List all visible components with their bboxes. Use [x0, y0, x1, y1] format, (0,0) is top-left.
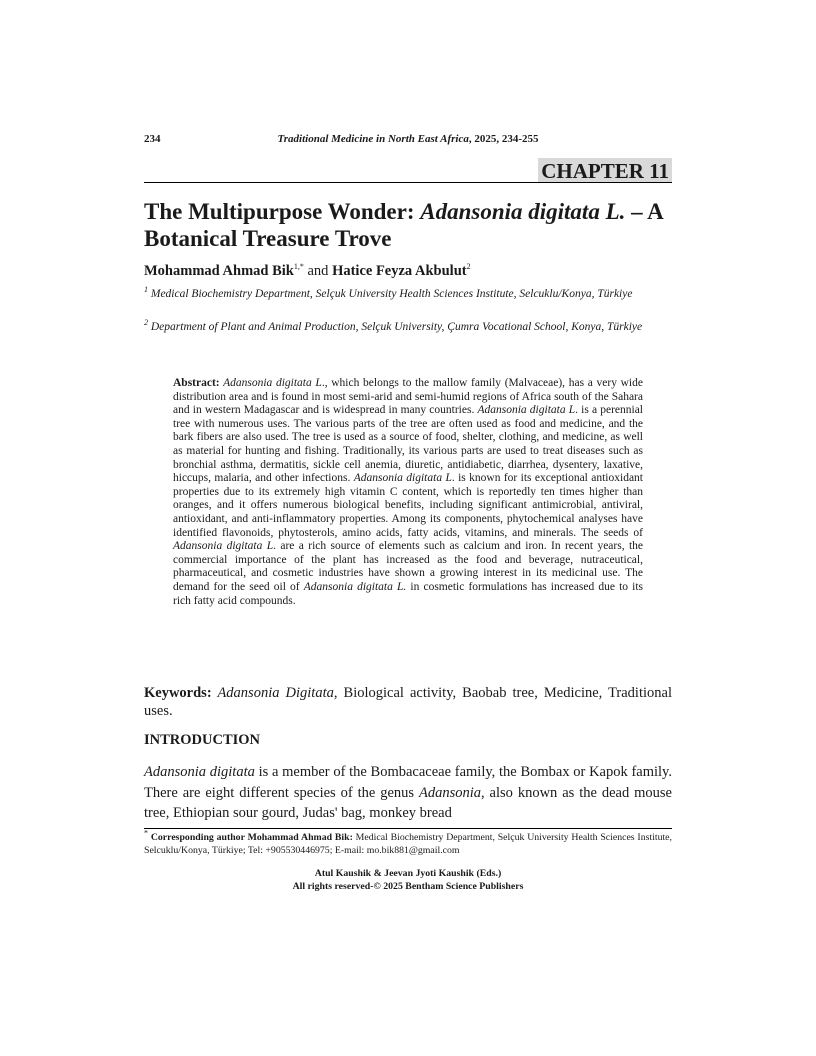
italic-text-segment: Adansonia digitata L. [303, 580, 407, 593]
text-segment: . is known for its exceptional antioxidant properties due to its extremely high vitamin C content, which is reportedly ten times higher than oranges, and it offers numerous biological benefits, including significant antimicrobial, antiviral, antioxidant, and anti-inflammatory properties. Among its components, phytochemical analyses have identified flavonoids, phytosterols, amino acids, fatty acids, vitamins, and minerals. The seeds of [173, 472, 643, 539]
title-part-2: – A Botanical Treasure Trove [144, 199, 663, 251]
section-heading-introduction: INTRODUCTION [144, 732, 261, 748]
italic-text-segment: Adansonia [418, 784, 482, 801]
running-head [144, 133, 672, 145]
header-rule [144, 182, 672, 183]
running-header [144, 133, 672, 149]
italic-text-segment: Adansonia Digitata [211, 685, 334, 701]
author-connector: and [303, 263, 333, 279]
keywords-list [144, 685, 672, 719]
affiliation-1 [144, 287, 672, 301]
abstract [173, 377, 643, 608]
title-part-1: The Multipurpose Wonder: [144, 199, 421, 224]
text-segment: . are a rich source of elements such as calcium and iron. In recent years, the commercial importance of the plant has increased as the food and beverage, nutraceutical, pharmaceutical, and cosmetic industries have shown a growing interest in its medicinal use. The demand for the seed oil of [173, 540, 644, 593]
italic-text-segment: Adansonia digitata L [477, 404, 576, 417]
page-number: 234 [144, 133, 161, 145]
footnote-rule [144, 828, 672, 829]
chapter-label: CHAPTER 11 [538, 158, 672, 183]
abstract-label: Abstract: [173, 377, 220, 389]
text-segment: in cosmetic formulations has increased due to its rich fatty acid compounds. [173, 580, 644, 607]
text-segment: ., which belongs to the mallow family (Malvaceae), has a very wide distribution area and is found in most semi-arid and semi-humid regions of Africa south of the Sahara and in western Madagascar and is widespread in many countries. [173, 377, 643, 417]
affiliation-2-text: Department of Plant and Animal Production, Selçuk University, Çumra Vocational School, Konya, Türkiye [148, 321, 643, 333]
footnote-text: Medical Biochemistry Department, Selçuk University Health Sciences Institute, Selcuklu/Konya, Türkiye; Tel: +905530446975; E-mail: mo.bik881@gmail.com [144, 832, 672, 856]
abstract-body [173, 377, 643, 607]
editors-line: Atul Kaushik & Jeevan Jyoti Kaushik (Eds.) [314, 868, 502, 879]
author-1-sup: 1,* [293, 262, 304, 272]
italic-text-segment: Adansonia digitata L [219, 377, 322, 389]
affiliation-2 [144, 320, 672, 334]
footnote-label: Corresponding author Mohammad Ahmad Bik: [148, 832, 353, 843]
footnote [144, 828, 672, 857]
affiliation-2-sup: 2 [144, 318, 148, 328]
italic-text-segment: Adansonia digitata [144, 764, 255, 780]
keywords-label: Keywords: [144, 685, 212, 701]
author-1: Mohammad Ahmad Bik [144, 263, 294, 279]
author-line [144, 262, 672, 280]
keywords [144, 684, 672, 720]
journal-suffix: , 2025, 234-255 [468, 133, 539, 145]
introduction-paragraph [144, 762, 672, 824]
text-segment: is a member of the Bombacaceae family, the Bombax or Kapok family. There are eight different species of the genus [144, 764, 672, 801]
title-species: Adansonia digitata L. [420, 199, 626, 224]
affiliation-1-sup: 1 [144, 285, 148, 295]
affiliation-1-text: Medical Biochemistry Department, Selçuk University Health Sciences Institute, Selcuklu/Konya, Türkiye [148, 288, 633, 300]
editors-block [144, 868, 672, 893]
author-2-sup: 2 [466, 262, 471, 272]
author-2: Hatice Feyza Akbulut [332, 263, 467, 279]
italic-text-segment: Adansonia digitata L [173, 540, 274, 553]
text-segment: . is a perennial tree with numerous uses. The various parts of the tree are often used as food and medicine, and the bark fibers are also used. The tree is used as a source of food, shelter, clothing, and medicine, as well as material for hunting and fishing. Traditionally, its various parts are used to treat diseases such as bronchial asthma, dermatitis, sickle cell anemia, diuretic, antidiabetic, diarrhea, dysentery, laxative, hiccups, malaria, and other infections. [173, 404, 644, 485]
text-segment: , also known as the dead mouse tree, Ethiopian sour gourd, Judas' bag, monkey bread [144, 784, 672, 821]
journal-title: Traditional Medicine in North East Africa [277, 133, 469, 145]
italic-text-segment: Adansonia digitata L [353, 472, 452, 485]
text-segment: , Biological activity, Baobab tree, Medicine, Traditional uses. [144, 685, 672, 719]
chapter-title [144, 198, 672, 252]
footnote-marker: * [144, 828, 148, 838]
copyright-line: All rights reserved-© 2025 Bentham Science Publishers [292, 880, 524, 892]
